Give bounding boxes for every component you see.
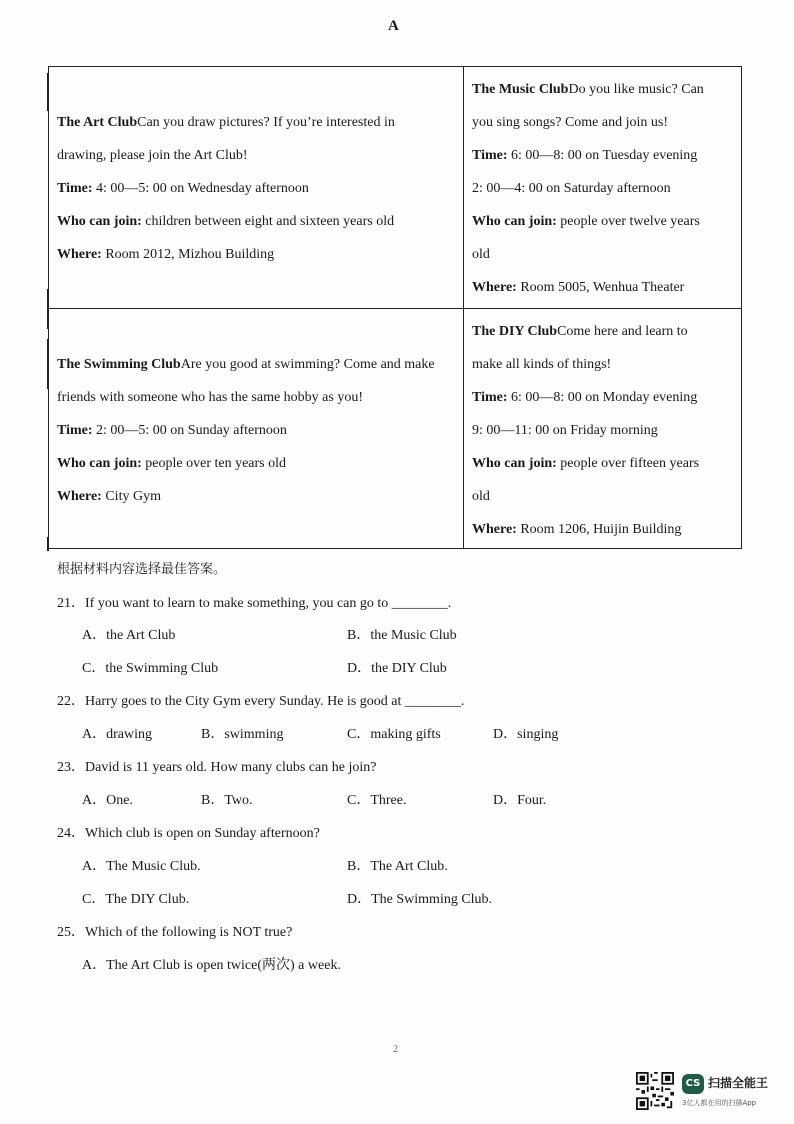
art-club-intro-cont: drawing, please join the Art Club! [57,148,248,163]
swimming-club-time: 2: 00—5: 00 on Sunday afternoon [92,423,287,438]
brand-name: 扫描全能王 [708,1076,769,1090]
music-club-who: people over twelve years [556,214,700,229]
music-club-time-2: 2: 00—4: 00 on Saturday afternoon [472,181,671,196]
question-24-option-d[interactable]: D．The Swimming Club. [347,892,493,907]
section-letter: A [388,18,399,34]
diy-club-intro: Come here and learn to [557,324,688,339]
scan-margin-mark [47,537,49,551]
question-22-stem: 22．Harry goes to the City Gym every Sunday. He is good at ________. [57,694,465,709]
diy-club-intro-cont: make all kinds of things! [472,357,612,372]
question-21-option-c[interactable]: C．the Swimming Club [82,661,219,676]
music-club-time-1: 6: 00—8: 00 on Tuesday evening [507,148,698,163]
where-label: Where: [472,522,517,537]
who-label: Who can join: [472,214,557,229]
swimming-club-where: City Gym [101,489,161,504]
diy-club-who: people over fifteen years [556,456,700,471]
question-24-option-a[interactable]: A．The Music Club. [82,859,201,874]
music-club-who-cont: old [472,247,490,262]
question-21-option-b[interactable]: B．the Music Club [347,628,457,643]
page-number: 2 [393,1044,398,1055]
table-row-divider [49,308,741,309]
question-23-stem: 23．David is 11 years old. How many clubs can he join? [57,760,377,775]
swimming-club-intro: Are you good at swimming? Come and make [180,357,435,372]
swimming-club-intro-cont: friends with someone who has the same hobby as you! [57,390,363,405]
where-label: Where: [57,247,102,262]
scanner-watermark [636,1070,786,1114]
question-22-option-a[interactable]: A．drawing [82,727,152,742]
art-club-name: The Art Club [57,115,138,130]
camscanner-logo: CS [682,1074,704,1094]
question-24-option-b[interactable]: B．The Art Club. [347,859,448,874]
scan-margin-mark [47,73,49,111]
brand-tagline: 3亿人都在用的扫描App [682,1099,757,1107]
question-25-option-a[interactable]: A．The Art Club is open twice(两次) a week. [82,958,341,973]
diy-club-cell [472,315,699,546]
question-22-option-b[interactable]: B．swimming [201,727,284,742]
swimming-club-cell [57,348,435,513]
music-club-name: The Music Club [472,82,569,97]
instruction-text: 根据材料内容选择最佳答案。 [57,562,227,577]
club-info-table [48,66,742,549]
music-club-intro-cont: you sing songs? Come and join us! [472,115,668,130]
time-label: Time: [472,390,508,405]
question-23-option-c[interactable]: C．Three. [347,793,407,808]
where-label: Where: [472,280,517,295]
question-23-option-d[interactable]: D．Four. [493,793,547,808]
qr-code-icon [636,1072,674,1110]
diy-club-time-1: 6: 00—8: 00 on Monday evening [507,390,698,405]
question-25-stem: 25．Which of the following is NOT true? [57,925,293,940]
art-club-who: children between eight and sixteen years old [141,214,395,229]
diy-club-where: Room 1206, Huijin Building [516,522,682,537]
swimming-club-who: people over ten years old [141,456,287,471]
question-23-option-b[interactable]: B．Two. [201,793,253,808]
scan-margin-mark [47,339,49,389]
question-23-option-a[interactable]: A．One. [82,793,133,808]
art-club-cell [57,106,395,271]
diy-club-name: The DIY Club [472,324,558,339]
who-label: Who can join: [57,214,142,229]
who-label: Who can join: [472,456,557,471]
time-label: Time: [57,423,93,438]
question-21-stem: 21．If you want to learn to make something, you can go to ________. [57,596,452,611]
where-label: Where: [57,489,102,504]
art-club-time: 4: 00—5: 00 on Wednesday afternoon [92,181,309,196]
diy-club-who-cont: old [472,489,490,504]
time-label: Time: [472,148,508,163]
time-label: Time: [57,181,93,196]
music-club-where: Room 5005, Wenhua Theater [516,280,685,295]
question-21-option-a[interactable]: A．the Art Club [82,628,176,643]
who-label: Who can join: [57,456,142,471]
question-22-option-c[interactable]: C．making gifts [347,727,441,742]
diy-club-time-2: 9: 00—11: 00 on Friday morning [472,423,658,438]
question-21-option-d[interactable]: D．the DIY Club [347,661,447,676]
music-club-intro: Do you like music? Can [568,82,704,97]
question-22-option-d[interactable]: D．singing [493,727,559,742]
scan-margin-mark [47,289,49,329]
question-24-option-c[interactable]: C．The DIY Club. [82,892,190,907]
swimming-club-name: The Swimming Club [57,357,181,372]
art-club-where: Room 2012, Mizhou Building [101,247,275,262]
music-club-cell [472,73,704,304]
art-club-intro: Can you draw pictures? If you’re interested in [137,115,395,130]
question-24-stem: 24．Which club is open on Sunday afternoon? [57,826,320,841]
